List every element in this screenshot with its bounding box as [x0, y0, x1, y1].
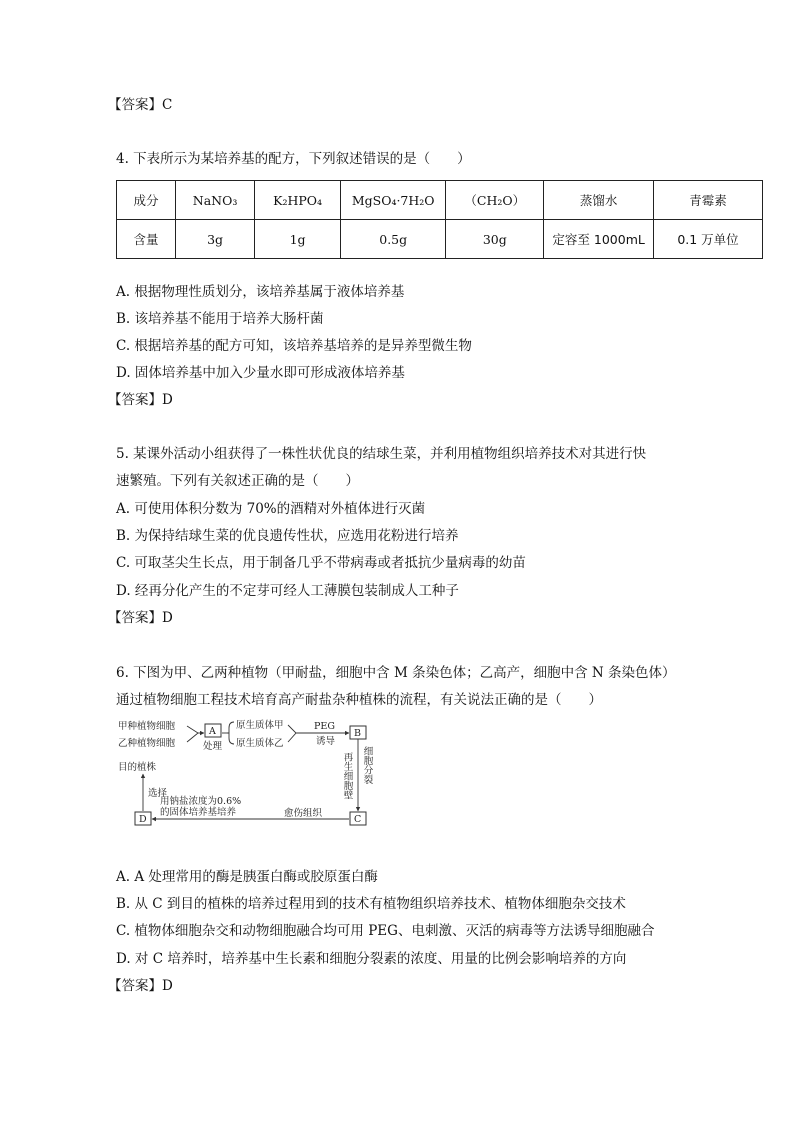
- box-d-label: D: [139, 814, 147, 825]
- cell-division-label: 细胞分裂: [361, 746, 373, 784]
- question-5-stem-line1: 5. 某课外活动小组获得了一株性状优良的结球生菜，并利用植物组织培养技术对其进行快: [116, 446, 647, 462]
- induce-label: 诱导: [316, 736, 336, 747]
- table-cell: NaNO₃: [176, 181, 255, 220]
- treat-label: 处理: [203, 741, 223, 752]
- table-row: [117, 220, 763, 259]
- q4-option-a: A. 根据物理性质划分，该培养基属于液体培养基: [116, 284, 405, 300]
- cell-engineering-flow-diagram: [116, 716, 376, 828]
- table-cell: 定容至 1000mL: [544, 220, 654, 259]
- table-cell: K₂HPO₄: [255, 181, 341, 220]
- table-cell: 含量: [117, 220, 176, 259]
- table-cell: 0.5g: [341, 220, 446, 259]
- q5-option-b: B. 为保持结球生菜的优良遗传性状，应选用花粉进行培养: [116, 528, 459, 544]
- q6-option-b: B. 从 C 到目的植株的培养过程用到的技术有植物组织培养技术、植物体细胞杂交技术: [116, 896, 626, 912]
- box-a-label: A: [209, 726, 216, 737]
- medium-recipe-table: [116, 180, 763, 259]
- table-cell: 蒸馏水: [544, 181, 654, 220]
- medium-label-2: 的固体培养基培养: [160, 807, 237, 818]
- table-cell: MgSO₄·7H₂O: [341, 181, 446, 220]
- q4-option-d: D. 固体培养基中加入少量水即可形成液体培养基: [116, 365, 405, 381]
- answer-q3: 【答案】C: [108, 97, 173, 113]
- table-cell: （CH₂O）: [446, 181, 544, 220]
- cell-b-label: 乙种植物细胞: [118, 738, 176, 749]
- question-6-stem-line2: 通过植物细胞工程技术培育高产耐盐杂种植株的流程，有关说法正确的是（ ）: [116, 692, 602, 708]
- cell-a-label: 甲种植物细胞: [118, 721, 176, 732]
- table-cell: 0.1 万单位: [654, 220, 763, 259]
- callus-label: 愈伤组织: [284, 808, 323, 819]
- merge-bracket-2: [288, 725, 296, 742]
- table-cell: 30g: [446, 220, 544, 259]
- q4-option-b: B. 该培养基不能用于培养大肠杆菌: [116, 311, 324, 327]
- table-cell: 成分: [117, 181, 176, 220]
- table-cell: 青霉素: [654, 181, 763, 220]
- q5-option-a: A. 可使用体积分数为 70%的酒精对外植体进行灭菌: [116, 501, 426, 517]
- peg-label: PEG: [314, 721, 335, 732]
- q5-option-d: D. 经再分化产生的不定芽可经人工薄膜包装制成人工种子: [116, 583, 459, 599]
- box-c-label: C: [354, 814, 362, 825]
- answer-q6: 【答案】D: [108, 978, 173, 994]
- question-4-stem: 4. 下表所示为某培养基的配方，下列叙述错误的是（ ）: [116, 151, 471, 167]
- select-label: 选择: [148, 788, 168, 799]
- split-brace: [227, 722, 234, 744]
- table-row: [117, 181, 763, 220]
- q6-option-a: A. A 处理常用的酶是胰蛋白酶或胶原蛋白酶: [116, 869, 378, 885]
- box-b-label: B: [354, 728, 361, 739]
- table-cell: 3g: [176, 220, 255, 259]
- q6-option-c: C. 植物体细胞杂交和动物细胞融合均可用 PEG、电刺激、灭活的病毒等方法诱导细胞融合: [116, 923, 655, 939]
- medium-label-1: 用钠盐浓度为0.6%: [160, 796, 242, 807]
- target-plant-label: 目的植株: [118, 762, 157, 773]
- merge-bracket: [187, 726, 198, 742]
- question-6-stem-line1: 6. 下图为甲、乙两种植物（甲耐盐，细胞中含 M 条染色体；乙高产，细胞中含 N 条染色体）: [116, 665, 676, 681]
- answer-q4: 【答案】D: [108, 392, 173, 408]
- regen-wall-label: 再生细胞壁: [341, 752, 353, 800]
- q6-option-d: D. 对 C 培养时，培养基中生长素和细胞分裂素的浓度、用量的比例会影响培养的方向: [116, 951, 627, 967]
- q5-option-c: C. 可取茎尖生长点，用于制备几乎不带病毒或者抵抗少量病毒的幼苗: [116, 555, 526, 571]
- answer-q5: 【答案】D: [108, 610, 173, 626]
- q4-option-c: C. 根据培养基的配方可知，该培养基培养的是异养型微生物: [116, 338, 472, 354]
- table-cell: 1g: [255, 220, 341, 259]
- protoplast-a-label: 原生质体甲: [236, 720, 284, 731]
- protoplast-b-label: 原生质体乙: [236, 738, 284, 749]
- question-5-stem-line2: 速繁殖。下列有关叙述正确的是（ ）: [116, 473, 359, 489]
